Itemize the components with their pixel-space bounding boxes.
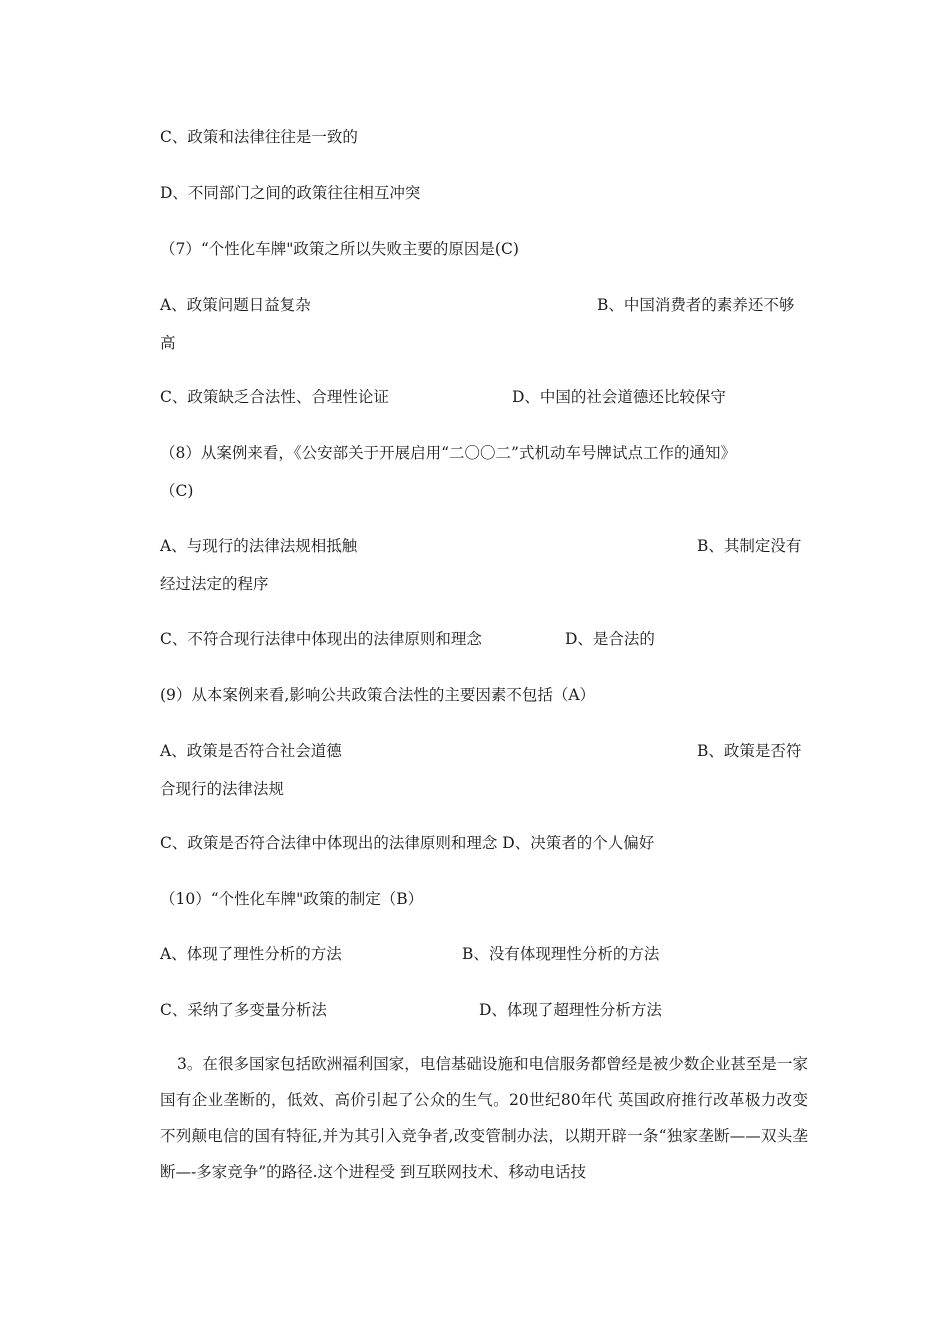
q8-stem: （8）从案例来看，《公安部关于开展启用“二〇〇二”式机动车号牌试点工作的通知》 [160,444,736,462]
q8-stem-continued: （C) [160,482,194,500]
q7-stem: （7）“个性化车牌"政策之所以失败主要的原因是(C) [160,240,519,258]
q8-option-a: A、与现行的法律法规相抵触 [160,537,358,555]
q7-option-d: D、中国的社会道德还比较保守 [512,388,726,406]
q10-stem: （10）“个性化车牌"政策的制定（B） [160,890,424,908]
q7-option-a: A、政策问题日益复杂 [160,296,311,314]
q7-option-b: B、中国消费者的素养还不够 [597,296,795,314]
q9-option-a: A、政策是否符合社会道德 [160,742,342,760]
q8-option-c: C、不符合现行法律中体现出的法律原则和理念 [160,630,482,648]
q10-option-d: D、体现了超理性分析方法 [479,1001,662,1019]
case-3-paragraph: 3。在很多国家包括欧洲福利国家，电信基础设施和电信服务都曾经是被少数企业甚至是一家国有企业垄断的，低效、高价引起了公众的生气。20世纪80年代 英国政府推行改革极力改变不列颠电信的国有特征,并为其引入竞争者,改变管制办法，以期开辟一条“独家垄断——双头垄断—-多家竞争”的路径.这个进程受 到互联网技术、移动电话技 [160,1055,808,1181]
q6-option-d: D、不同部门之间的政策往往相互冲突 [160,184,421,202]
q9-options-c-d: C、政策是否符合法律中体现出的法律原则和理念 D、决策者的个人偏好 [160,834,655,852]
q10-option-b: B、没有体现理性分析的方法 [462,945,660,963]
q10-option-c: C、采纳了多变量分析法 [160,1001,327,1019]
q6-option-c: C、政策和法律往往是一致的 [160,128,358,146]
q8-option-d: D、是合法的 [565,630,655,648]
q9-option-b: B、政策是否符 [697,742,802,760]
q7-option-b-continued: 高 [160,334,176,352]
q9-option-b-continued: 合现行的法律法规 [160,780,285,798]
q9-stem: (9）从本案例来看,影响公共政策合法性的主要因素不包括（A） [160,686,596,704]
q7-option-c: C、政策缺乏合法性、合理性论证 [160,388,389,406]
q8-option-b-continued: 经过法定的程序 [160,575,269,593]
q10-option-a: A、体现了理性分析的方法 [160,945,342,963]
q8-option-b: B、其制定没有 [697,537,802,555]
